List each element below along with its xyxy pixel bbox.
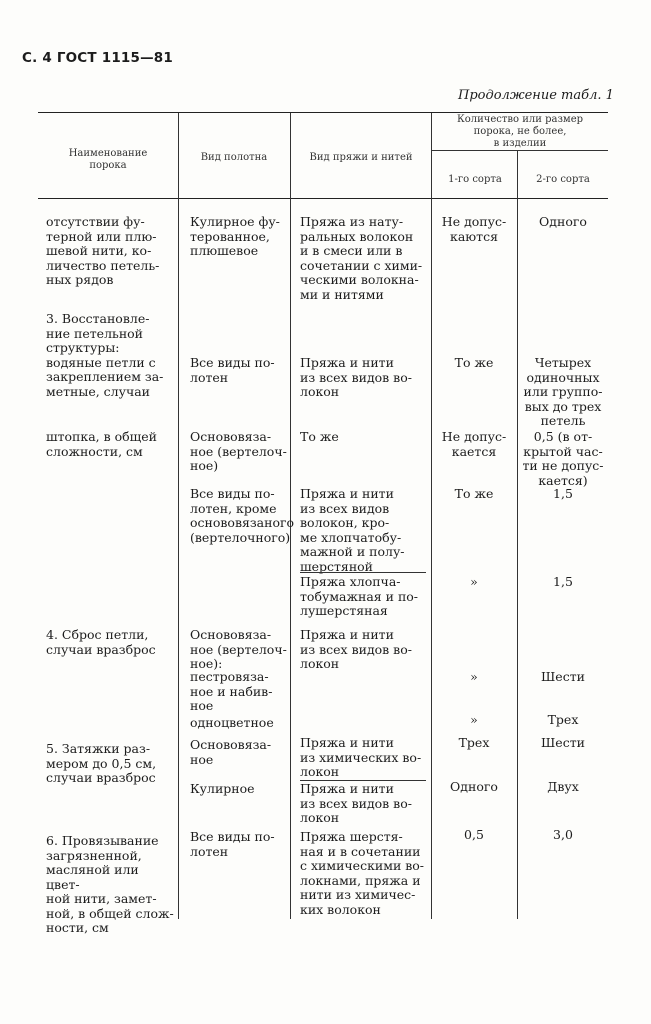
row-yarn-cell: Пряжа и нити из всех видов во- локон <box>300 781 412 825</box>
yarn-subrow-rule <box>300 572 426 573</box>
row-defect-cell: отсутствии фу- терной или плю- шевой нити, ко- личество петель- ных рядов <box>46 214 160 287</box>
row-fabric-cell: Кулирное <box>190 781 255 796</box>
row-grade1-cell: » <box>470 712 478 727</box>
row-fabric-cell: Все виды по- лотен <box>190 355 275 385</box>
row-grade1-cell: 0,5 <box>464 827 484 842</box>
row-grade2-cell: 0,5 (в от- крытой час- ти не допус- кается) <box>522 429 604 488</box>
row-grade2-cell: Одного <box>539 214 587 229</box>
row-grade2-cell: 1,5 <box>553 574 573 589</box>
row-yarn-cell: Пряжа шерстя- ная и в сочетании с химическими во- локнами, пряжа и нити из химичес- ких волокон <box>300 829 425 917</box>
row-grade2-cell: Двух <box>547 779 579 794</box>
row-grade2-cell: Шести <box>541 669 585 684</box>
row-grade1-cell: Одного <box>450 779 498 794</box>
row-yarn-cell: Пряжа из нату- ральных волокон и в смеси или в сочетании с хими- ческими волокна- ми и нитями <box>300 214 423 302</box>
count-group-rule <box>432 150 608 151</box>
row-defect-cell: 3. Восстановле- ние петельной структуры: водяные петли с закреплением за- метные, случаи <box>46 311 164 399</box>
row-grade2-cell: Шести <box>541 735 585 750</box>
row-grade2-cell: 1,5 <box>553 486 573 501</box>
col-header-yarn-type: Вид пряжи и нитей <box>309 152 413 163</box>
row-yarn-cell: Пряжа и нити из химических во- локон <box>300 735 422 779</box>
row-grade1-cell: То же <box>454 355 494 370</box>
row-fabric-cell: Основовяза- ное <box>190 737 272 767</box>
row-yarn-cell: Пряжа и нити из всех видов во- локон <box>300 355 412 399</box>
col-divider-1 <box>178 113 179 919</box>
table-top-rule <box>38 112 608 113</box>
row-defect-cell: штопка, в общей сложности, см <box>46 429 158 459</box>
row-grade2-cell: Трех <box>547 712 579 727</box>
row-fabric-cell: Все виды по- лотен, кроме основовязаного (вертелочного) <box>190 486 295 545</box>
col-header-count-group: Количество или размер порока, не более, в изделии <box>456 114 584 149</box>
table-header-rule <box>38 198 608 199</box>
row-fabric-cell: Основовяза- ное (вертелоч- ное): <box>190 627 287 671</box>
row-defect-cell: 6. Провязывание загрязненной, масляной или цвет- ной нити, замет- ной, в общей слож- ности, см <box>46 833 174 935</box>
row-fabric-cell: Все виды по- лотен <box>190 829 275 859</box>
row-grade1-cell: Не допус- каются <box>441 214 507 244</box>
row-yarn-cell: То же <box>300 429 339 444</box>
row-grade1-cell: » <box>470 574 478 589</box>
col-header-grade2: 2-го сорта <box>536 174 590 185</box>
row-grade1-cell: Трех <box>458 735 490 750</box>
row-yarn-cell: Пряжа и нити из всех видов волокон, кро- ме хлопчатобу- мажной и полу- шерстяной <box>300 486 405 574</box>
col-header-defect-name: Наименование порока <box>68 148 148 171</box>
col-divider-4 <box>517 151 518 919</box>
row-yarn-cell: Пряжа хлопча- тобумажная и по- лушерстяная <box>300 574 419 618</box>
row-defect-cell: 5. Затяжки раз- мером до 0,5 см, случаи вразброс <box>46 741 157 785</box>
row-defect-cell: 4. Сброс петли, случаи вразброс <box>46 627 156 657</box>
row-grade2-cell: Четырех одиночных или группо- вых до трех петель <box>523 355 603 428</box>
row-grade1-cell: Не допус- кается <box>441 429 507 459</box>
col-header-grade1: 1-го сорта <box>448 174 502 185</box>
row-fabric-cell: Кулирное фу- терованное, плюшевое <box>190 214 280 258</box>
row-fabric-cell: одноцветное <box>190 715 274 730</box>
row-fabric-cell: Основовяза- ное (вертелоч- ное) <box>190 429 287 473</box>
row-grade2-cell: 3,0 <box>553 827 573 842</box>
table-continuation-label: Продолжение табл. 1 <box>458 88 614 103</box>
row-grade1-cell: » <box>470 669 478 684</box>
row-fabric-cell: пестровяза- ное и набив- ное <box>190 669 273 713</box>
row-grade1-cell: То же <box>454 486 494 501</box>
col-header-fabric-type: Вид полотна <box>200 152 268 163</box>
page-code: С. 4 ГОСТ 1115—81 <box>22 50 173 66</box>
row-yarn-cell: Пряжа и нити из всех видов во- локон <box>300 627 412 671</box>
